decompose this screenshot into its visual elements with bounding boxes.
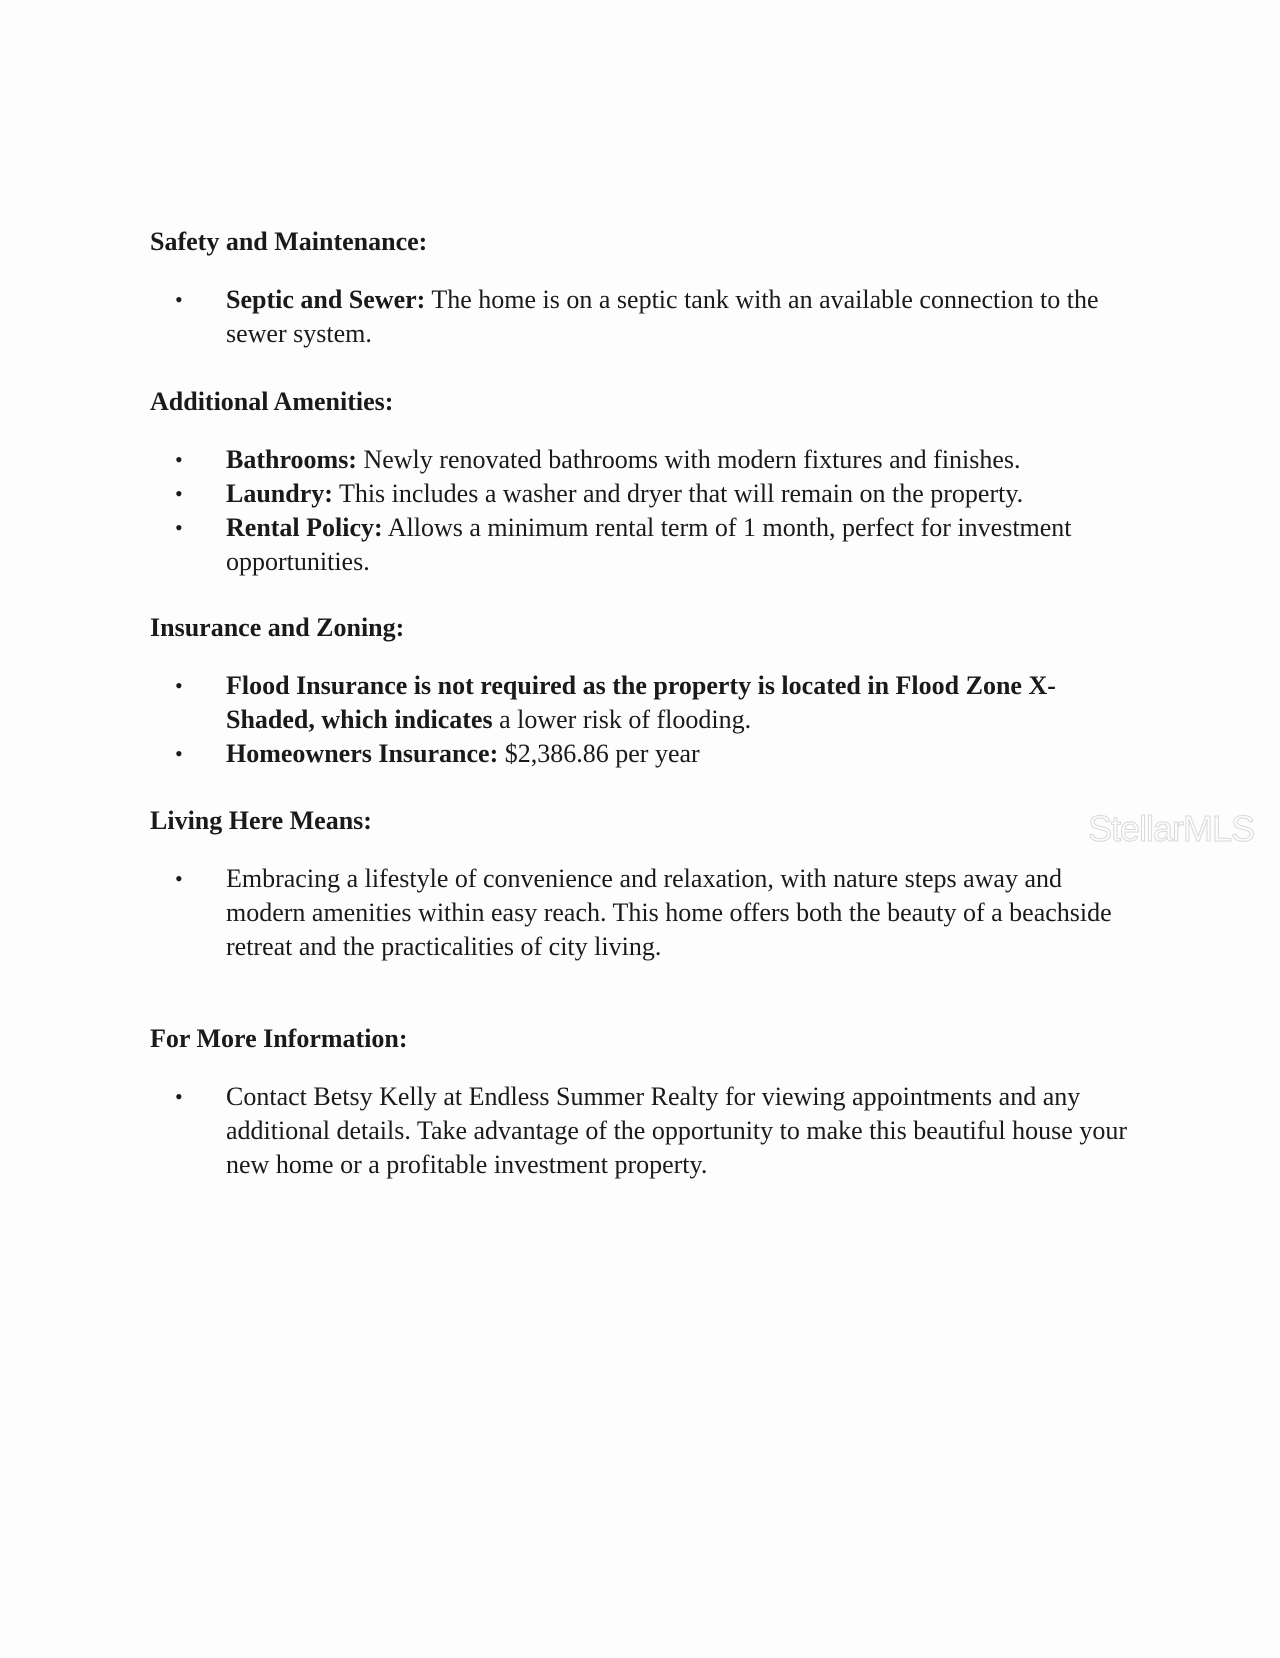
item-lead: Homeowners Insurance:	[226, 739, 499, 768]
item-text: Newly renovated bathrooms with modern fixtures and finishes.	[356, 445, 1021, 474]
list-item	[150, 283, 1140, 351]
bullet-icon: •	[175, 866, 183, 891]
item-text: The home is on a septic tank with an available connection to the sewer system.	[226, 285, 1099, 348]
bullet-icon: •	[175, 673, 183, 698]
item-lead: Bathrooms:	[226, 445, 357, 474]
list-item	[150, 669, 1140, 737]
list-item	[150, 443, 1140, 477]
bullet-icon: •	[175, 287, 183, 312]
bullet-list	[150, 862, 1140, 964]
section-heading: For More Information:	[150, 1024, 408, 1053]
item-text: Allows a minimum rental term of 1 month, perfect for investment opportunities.	[226, 513, 1072, 576]
bullet-icon: •	[175, 447, 183, 472]
stellarmls-watermark: StellarMLS	[1088, 808, 1255, 849]
item-lead: Flood Insurance is not required as the property is located in Flood Zone X-Shaded, which indicates	[226, 671, 1056, 734]
bullet-icon: •	[175, 1084, 183, 1109]
list-item	[150, 477, 1140, 511]
section-insurance-zoning	[150, 611, 1140, 771]
item-lead: Rental Policy:	[226, 513, 383, 542]
item-text: Contact Betsy Kelly at Endless Summer Realty for viewing appointments and any additional details. Take advantage of the opportunity to make this beautiful house your new home or a profitable investment property.	[226, 1082, 1127, 1179]
section-additional-amenities	[150, 385, 1140, 579]
list-item	[150, 862, 1140, 964]
section-safety-maintenance	[150, 225, 1140, 351]
item-text: This includes a washer and dryer that will remain on the property.	[332, 479, 1024, 508]
item-text: $2,386.86 per year	[498, 739, 700, 768]
section-living-here	[150, 804, 1140, 964]
section-heading: Additional Amenities:	[150, 387, 394, 416]
item-lead: Septic and Sewer:	[226, 285, 426, 314]
item-lead: Laundry:	[226, 479, 333, 508]
bullet-icon: •	[175, 515, 183, 540]
bullet-list	[150, 669, 1140, 771]
list-item	[150, 1080, 1140, 1182]
list-item	[150, 737, 1140, 771]
section-heading: Safety and Maintenance:	[150, 227, 428, 256]
bullet-list	[150, 1080, 1140, 1182]
bullet-list	[150, 283, 1140, 351]
bullet-list	[150, 443, 1140, 579]
section-more-information	[150, 1022, 1140, 1182]
item-text: a lower risk of flooding.	[492, 705, 752, 734]
bullet-icon: •	[175, 741, 183, 766]
section-heading: Insurance and Zoning:	[150, 613, 405, 642]
item-text: Embracing a lifestyle of convenience and relaxation, with nature steps away and modern amenities within easy reach. This home offers both the beauty of a beachside retreat and the practicalities of city living.	[226, 864, 1112, 961]
list-item	[150, 511, 1140, 579]
section-heading: Living Here Means:	[150, 806, 372, 835]
bullet-icon: •	[175, 481, 183, 506]
